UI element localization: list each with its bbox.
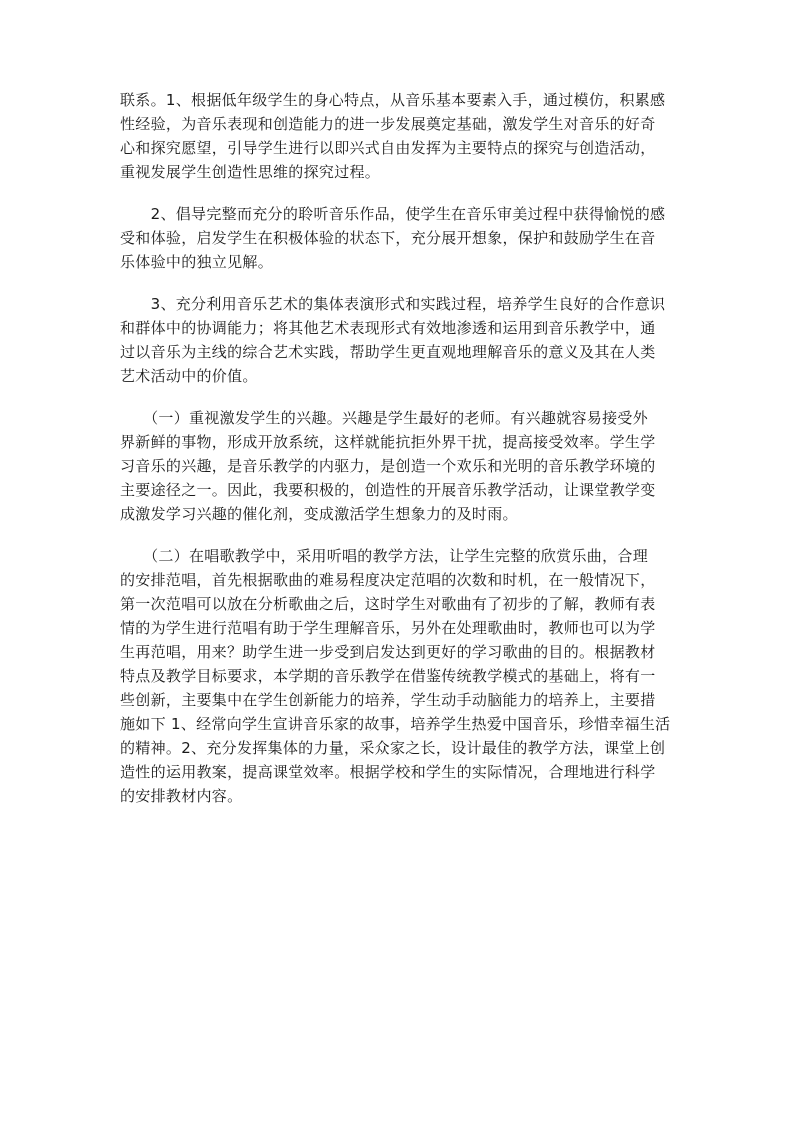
text-line: 3、充分利用音乐艺术的集体表演形式和实践过程，培养学生良好的合作意识 bbox=[120, 295, 666, 313]
text-line: （一）重视激发学生的兴趣。兴趣是学生最好的老师。有兴趣就容易接受外 bbox=[120, 409, 649, 427]
text-line: 过以音乐为主线的综合艺术实践，帮助学生更直观地理解音乐的意义及其在人类 bbox=[120, 343, 656, 361]
text-line: 受和体验，启发学生在积极体验的状态下，充分展开想象，保护和鼓励学生在音 bbox=[120, 229, 656, 247]
text-line: 特点及教学目标要求，本学期的音乐教学在借鉴传统教学模式的基础上，将有一 bbox=[120, 667, 656, 685]
text-line: 主要途径之一。因此，我要积极的，创造性的开展音乐教学活动，让课堂教学变 bbox=[120, 481, 656, 499]
document-body bbox=[120, 88, 675, 808]
text-line: 性经验，为音乐表现和创造能力的进一步发展奠定基础，激发学生对音乐的好奇 bbox=[120, 115, 656, 133]
text-line: 施如下 1、经常向学生宣讲音乐家的故事，培养学生热爱中国音乐，珍惜幸福生活 bbox=[120, 715, 671, 733]
paragraph-1 bbox=[120, 88, 675, 184]
paragraph-2 bbox=[120, 202, 675, 274]
text-line: 成激发学习兴趣的催化剂，变成激活学生想象力的及时雨。 bbox=[120, 505, 518, 523]
text-line: 生再范唱，用来？助学生进一步受到启发达到更好的学习歌曲的目的。根据教材 bbox=[120, 643, 656, 661]
paragraph-3 bbox=[120, 292, 675, 388]
text-line: 第一次范唱可以放在分析歌曲之后，这时学生对歌曲有了初步的了解，教师有表 bbox=[120, 595, 656, 613]
text-line: 情的为学生进行范唱有助于学生理解音乐，另外在处理歌曲时，教师也可以为学 bbox=[120, 619, 656, 637]
paragraph-5 bbox=[120, 544, 675, 808]
text-line: 重视发展学生创造性思维的探究过程。 bbox=[120, 163, 381, 181]
text-line: 2、倡导完整而充分的聆听音乐作品，使学生在音乐审美过程中获得愉悦的感 bbox=[120, 205, 666, 223]
text-line: 和群体中的协调能力；将其他艺术表现形式有效地渗透和运用到音乐教学中，通 bbox=[120, 319, 656, 337]
text-line: 心和探究愿望，引导学生进行以即兴式自由发挥为主要特点的探究与创造活动， bbox=[120, 139, 656, 157]
paragraph-4 bbox=[120, 406, 675, 526]
text-line: 联系。1、根据低年级学生的身心特点，从音乐基本要素入手，通过模仿，积累感 bbox=[120, 91, 666, 109]
text-line: 的安排教材内容。 bbox=[120, 787, 243, 805]
text-line: 造性的运用教案，提高课堂效率。根据学校和学生的实际情况，合理地进行科学 bbox=[120, 763, 656, 781]
text-line: 的精神。2、充分发挥集体的力量，采众家之长，设计最佳的教学方法，课堂上创 bbox=[120, 739, 666, 757]
text-line: 的安排范唱，首先根据歌曲的难易程度决定范唱的次数和时机，在一般情况下， bbox=[120, 571, 656, 589]
text-line: 界新鲜的事物，形成开放系统，这样就能抗拒外界干扰，提高接受效率。学生学 bbox=[120, 433, 656, 451]
text-line: 乐体验中的独立见解。 bbox=[120, 253, 274, 271]
text-line: 艺术活动中的价值。 bbox=[120, 367, 258, 385]
text-line: （二）在唱歌教学中，采用听唱的教学方法，让学生完整的欣赏乐曲，合理 bbox=[120, 547, 649, 565]
text-line: 习音乐的兴趣，是音乐教学的内驱力，是创造一个欢乐和光明的音乐教学环境的 bbox=[120, 457, 656, 475]
text-line: 些创新，主要集中在学生创新能力的培养，学生动手动脑能力的培养上，主要措 bbox=[120, 691, 656, 709]
